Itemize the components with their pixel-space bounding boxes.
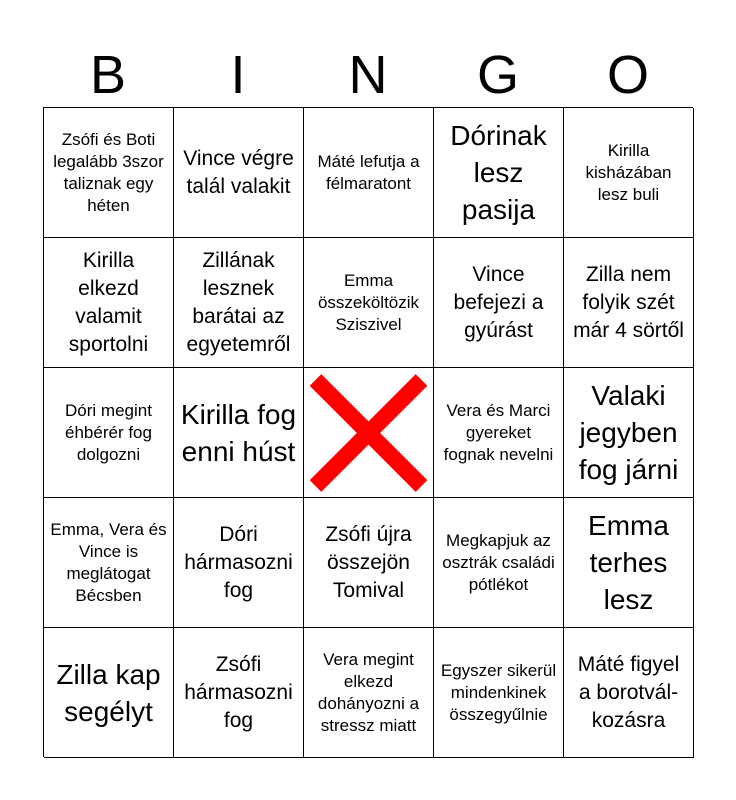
bingo-cell[interactable] bbox=[44, 108, 174, 238]
cell-text: Kirilla elkezd valamit sportolni bbox=[68, 248, 149, 356]
bingo-cell[interactable] bbox=[174, 368, 304, 498]
cell-text: Dórinak lesz pasija bbox=[450, 120, 547, 225]
cell-text: Zsófi hármasozni fog bbox=[184, 652, 293, 732]
header-letter-n: N bbox=[348, 45, 388, 105]
cell-text: Emma összeköltözik Sziszivel bbox=[317, 270, 420, 334]
cell-text: Kirilla kisházában lesz buli bbox=[585, 140, 672, 204]
header-letter-g: G bbox=[476, 45, 519, 105]
cell-text: Dóri hármasozni fog bbox=[184, 522, 293, 602]
cell-text: Valaki jegyben fog járni bbox=[578, 380, 679, 485]
cell-text: Zsófi és Boti legalább 3szor taliznak egy héten bbox=[53, 129, 164, 215]
cell-text: Vince befejezi a gyúrást bbox=[453, 262, 544, 342]
free-space-cell[interactable] bbox=[304, 368, 434, 498]
bingo-cell[interactable] bbox=[44, 368, 174, 498]
bingo-cell[interactable] bbox=[174, 238, 304, 368]
cell-text: Zilla nem folyik szét már 4 sörtől bbox=[573, 262, 684, 342]
bingo-cell[interactable] bbox=[44, 498, 174, 628]
bingo-cell[interactable] bbox=[174, 498, 304, 628]
header-letter-o: O bbox=[606, 45, 649, 105]
cell-text: Dóri megint éhbérér fog dolgozni bbox=[65, 400, 152, 464]
cell-text: Zilla kap segélyt bbox=[56, 658, 161, 727]
bingo-cell[interactable] bbox=[174, 108, 304, 238]
bingo-cell[interactable] bbox=[564, 368, 694, 498]
bingo-cell[interactable] bbox=[44, 238, 174, 368]
bingo-cell[interactable] bbox=[434, 498, 564, 628]
cell-text: Máté figyel a borotvál-kozásra bbox=[577, 652, 680, 732]
bingo-cell[interactable] bbox=[304, 628, 434, 758]
bingo-cell[interactable] bbox=[434, 238, 564, 368]
cell-text: Kirilla fog enni húst bbox=[180, 398, 297, 467]
bingo-cell[interactable] bbox=[564, 108, 694, 238]
bingo-cell[interactable] bbox=[434, 628, 564, 758]
bingo-cell[interactable] bbox=[434, 108, 564, 238]
bingo-cell[interactable] bbox=[304, 108, 434, 238]
bingo-header bbox=[43, 44, 693, 106]
cell-text: Emma, Vera és Vince is meglátogat Bécsben bbox=[50, 519, 167, 605]
bingo-cell[interactable] bbox=[434, 368, 564, 498]
cell-text: Zsófi újra összejön Tomival bbox=[325, 522, 412, 602]
bingo-cell[interactable] bbox=[564, 498, 694, 628]
cell-text: Máté lefutja a félmaratont bbox=[317, 151, 420, 193]
bingo-cell[interactable] bbox=[304, 498, 434, 628]
bingo-cell[interactable] bbox=[44, 628, 174, 758]
cell-text: Zillának lesznek barátai az egyetemről bbox=[186, 248, 291, 356]
bingo-cell[interactable] bbox=[564, 238, 694, 368]
bingo-grid bbox=[43, 107, 693, 757]
cell-text: Vera és Marci gyereket fognak nevelni bbox=[443, 400, 554, 464]
cell-text: Vera megint elkezd dohányozni a stressz miatt bbox=[317, 649, 420, 735]
header-letter-b: B bbox=[89, 45, 127, 105]
cell-text: Egyszer sikerül mindenkinek összegyűlnie bbox=[440, 660, 557, 724]
cell-text: Emma terhes lesz bbox=[588, 510, 669, 615]
cell-text: Megkapjuk az osztrák családi pótlékot bbox=[442, 530, 555, 594]
header-letter-i: I bbox=[230, 45, 246, 105]
bingo-cell[interactable] bbox=[174, 628, 304, 758]
cell-text: Vince végre talál valakit bbox=[183, 146, 294, 198]
red-x-icon bbox=[310, 369, 427, 497]
bingo-cell[interactable] bbox=[564, 628, 694, 758]
bingo-cell[interactable] bbox=[304, 238, 434, 368]
